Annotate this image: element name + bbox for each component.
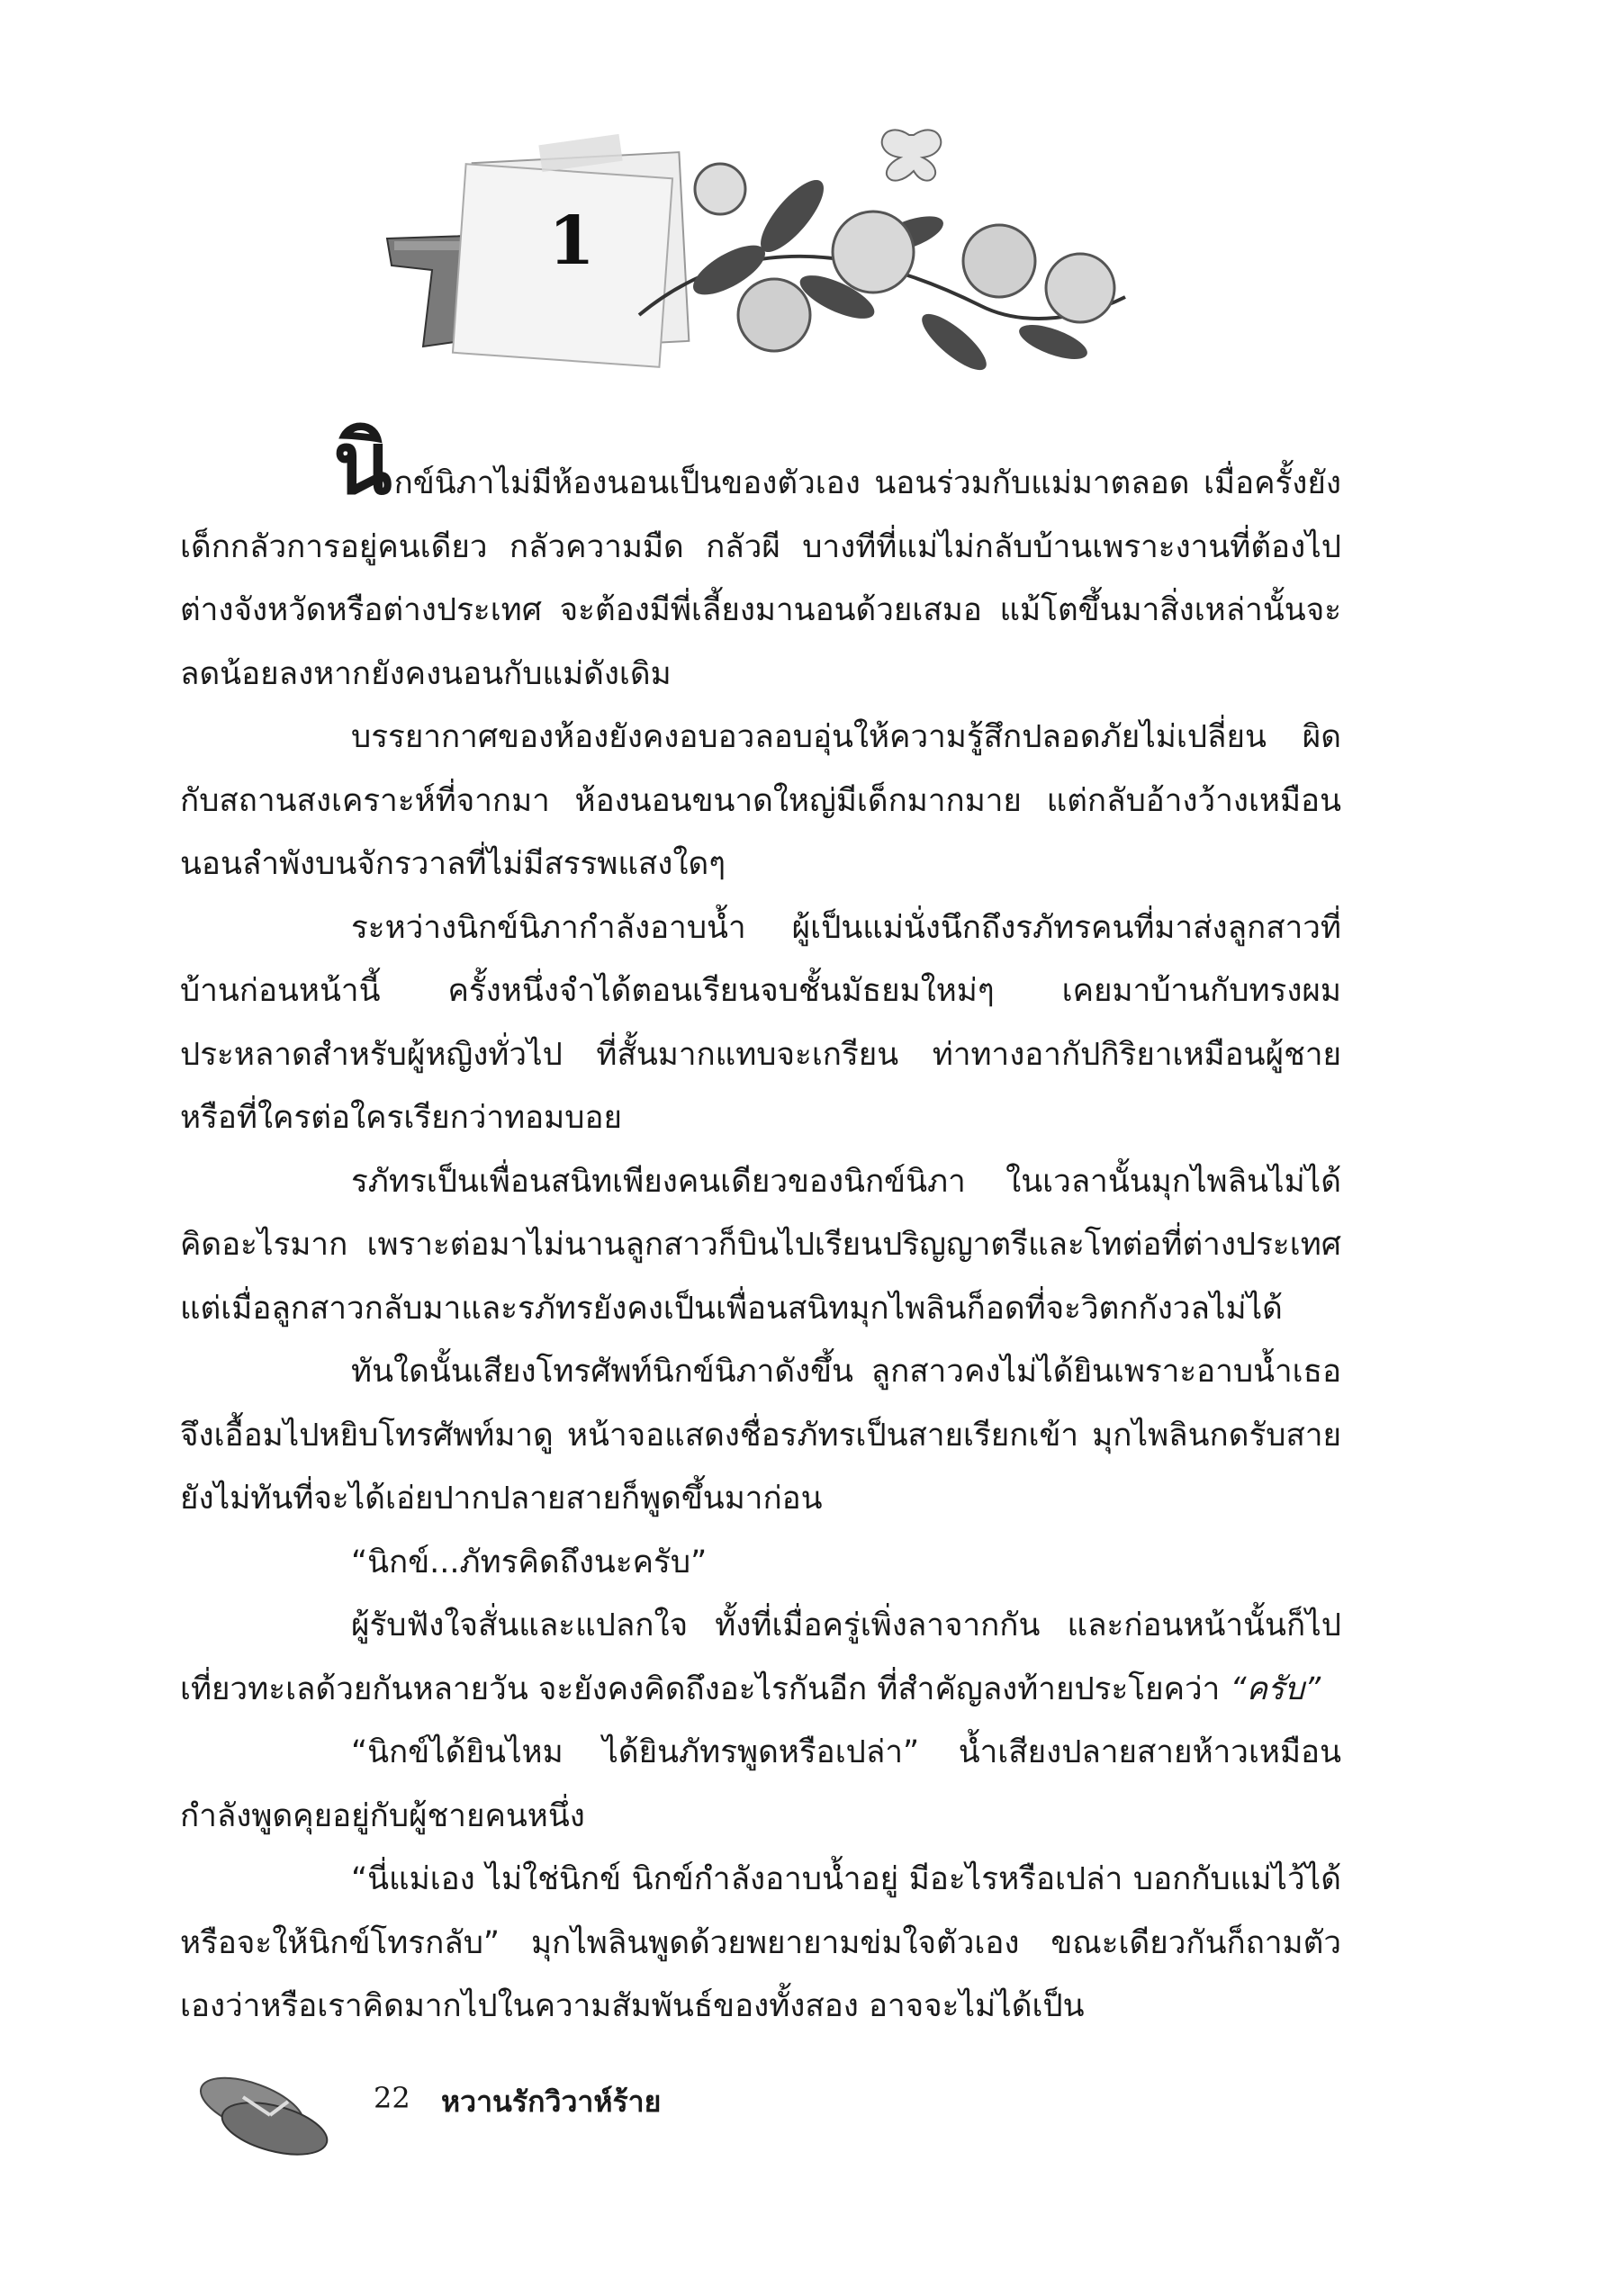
sandals-icon — [189, 2052, 369, 2169]
paragraph-text: ผู้รับฟังใจสั่นและแปลกใจ ทั้งที่เมื่อครู่เพิ่งลาจากกัน และก่อนหน้านั้นก็ไปเที่ยวทะเลด้วยกันหลายวัน จะยังคงคิดถึงอะไรกันอีก ที่สำคัญลงท้ายประโยคว่า — [180, 1607, 1341, 1707]
paragraph-text: กข์นิภาไม่มีห้องนอนเป็นของตัวเอง นอนร่วมกับแม่มาตลอด เมื่อครั้งยังเด็กกลัวการอยู่คนเดียว กลัวความมืด กลัวผี บางทีที่แม่ไม่กลับบ้านเพราะงานที่ต้องไปต่างจังหวัดหรือต่างประเทศ จะต้องมีพี่เลี้ยงมานอนด้วยเสมอ แม้โตขึ้นมาสิ่งเหล่านั้นจะลดน้อยลงหากยังคงนอนกับแม่ดังเดิม — [180, 465, 1341, 692]
paragraph: “นี่แม่เอง ไม่ใช่นิกข์ นิกข์กำลังอาบน้ำอยู่ มีอะไรหรือเปล่า บอกกับแม่ไว้ได้ หรือจะให้นิกข์โทรกลับ” มุกไพลินพูดด้วยพยายามข่มใจตัวเอง ขณะเดียวกันก็ถามตัวเองว่าหรือเราคิดมากไปในความสัมพันธ์ของทั้งสอง อาจจะไม่ได้เป็น — [180, 1861, 1341, 2024]
chapter-body — [180, 412, 1341, 2039]
paragraph: ระหว่างนิกข์นิภากำลังอาบน้ำ ผู้เป็นแม่นั่งนึกถึงรภัทรคนที่มาส่งลูกสาวที่บ้านก่อนหน้านี้ ครั้งหนึ่งจำได้ตอนเรียนจบชั้นมัธยมใหม่ๆ เคยมาบ้านกับทรงผมประหลาดสำหรับผู้หญิงทั่วไป ที่สั้นมากแทบจะเกรียน ท่าทางอากัปกิริยาเหมือนผู้ชาย หรือที่ใครต่อใครเรียกว่าทอมบอย — [180, 909, 1341, 1136]
book-title: หวานรักวิวาห์ร้าย — [441, 2084, 662, 2119]
emphasis-text: “ครับ” — [1230, 1670, 1321, 1707]
drop-cap: นิ — [333, 412, 392, 514]
paragraph: รภัทรเป็นเพื่อนสนิทเพียงคนเดียวของนิกข์นิภา ในเวลานั้นมุกไพลินไม่ได้คิดอะไรมาก เพราะต่อมาไม่นานลูกสาวก็บินไปเรียนปริญญาตรีและโทต่อที่ต่างประเทศ แต่เมื่อลูกสาวกลับมาและรภัทรยังคงเป็นเพื่อนสนิทมุกไพลินก็อดที่จะวิตกกังวลไม่ได้ — [180, 1163, 1341, 1327]
paragraph — [180, 412, 1341, 706]
paragraph: บรรยากาศของห้องยังคงอบอวลอบอุ่นให้ความรู้สึกปลอดภัยไม่เปลี่ยน ผิดกับสถานสงเคราะห์ที่จากมา ห้องนอนขนาดใหญ่มีเด็กมากมาย แต่กลับอ้างว้างเหมือนนอนลำพังบนจักรวาลที่ไม่มีสรรพแสงใดๆ — [180, 719, 1341, 882]
flower-vine-icon — [639, 164, 1125, 378]
paragraph: “นิกข์ได้ยินไหม ได้ยินภัทรพูดหรือเปล่า” น้ำเสียงปลายสายห้าวเหมือนกำลังพูดคุยอยู่กับผู้ชายคนหนึ่ง — [180, 1734, 1341, 1834]
paragraph — [180, 1594, 1341, 1721]
butterfly-icon — [882, 130, 941, 180]
paragraph: ทันใดนั้นเสียงโทรศัพท์นิกข์นิภาดังขึ้น ลูกสาวคงไม่ได้ยินเพราะอาบน้ำเธอจึงเอื้อมไปหยิบโทรศัพท์มาดู หน้าจอแสดงชื่อรภัทรเป็นสายเรียกเข้า มุกไพลินกดรับสาย ยังไม่ทันที่จะได้เอ่ยปากปลายสายก็พูดขึ้นมาก่อน — [180, 1354, 1341, 1517]
page-footer — [189, 2052, 729, 2169]
page-number: 22 — [374, 2081, 410, 2115]
paragraph: “นิกข์...ภัทรคิดถึงนะครับ” — [351, 1544, 708, 1580]
chapter-header-illustration — [369, 117, 1161, 405]
chapter-number: 1 — [548, 203, 595, 280]
